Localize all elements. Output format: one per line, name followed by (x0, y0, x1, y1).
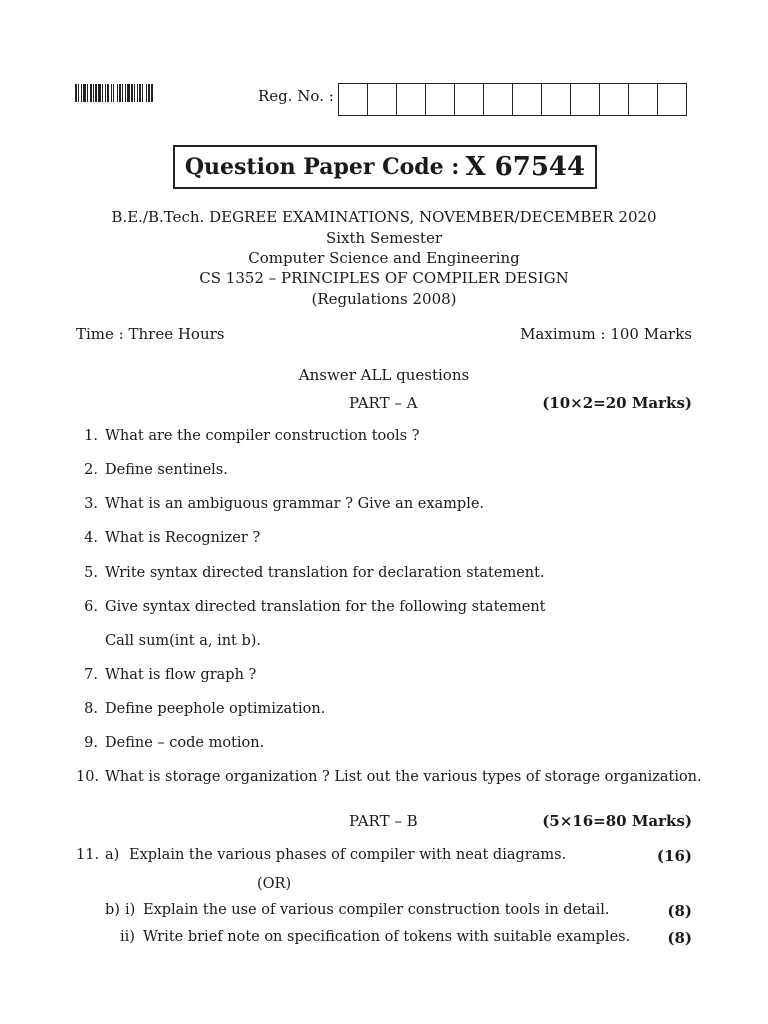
reg-no-box (600, 84, 629, 115)
course-title: CS 1352 – PRINCIPLES OF COMPILER DESIGN (199, 269, 569, 287)
question-number: 9. (84, 735, 98, 751)
q11b-label: b) (105, 902, 120, 918)
question-text: What is Recognizer ? (105, 530, 261, 546)
question-text: What is flow graph ? (105, 667, 257, 683)
q11b-i-label: i) (125, 902, 136, 918)
reg-no-box (426, 84, 455, 115)
q11b-ii-marks: (8) (667, 929, 692, 947)
question-text: What are the compiler construction tools ? (105, 428, 420, 444)
q11a-label: a) (105, 847, 120, 863)
reg-no-box (484, 84, 513, 115)
question-number: 6. (84, 599, 98, 615)
reg-no-box (542, 84, 571, 115)
part-a-marks: (10×2=20 Marks) (542, 394, 692, 412)
question-number: 3. (84, 496, 98, 512)
question-text: Define sentinels. (105, 462, 228, 478)
q11b-ii-text: Write brief note on specification of tokens with suitable examples. (143, 929, 631, 945)
reg-no-box (368, 84, 397, 115)
question-text: What is storage organization ? List out the various types of storage organization. (105, 769, 702, 785)
reg-no-box (629, 84, 658, 115)
reg-no-box (571, 84, 600, 115)
part-b-title: PART – B (349, 812, 418, 830)
reg-no-box (513, 84, 542, 115)
q11a-marks: (16) (656, 847, 692, 865)
barcode-bar (153, 84, 154, 102)
max-marks-label: Maximum : 100 Marks (520, 325, 692, 343)
question-text: Write syntax directed translation for declaration statement. (105, 565, 545, 581)
q11a-text: Explain the various phases of compiler with neat diagrams. (129, 847, 567, 863)
semester: Sixth Semester (325, 229, 442, 247)
degree-line: B.E./B.Tech. DEGREE EXAMINATIONS, NOVEMBER/DECEMBER 2020 (111, 208, 657, 226)
question-number: 1. (84, 428, 98, 444)
question-number: 10. (76, 769, 100, 785)
reg-no-box (658, 84, 686, 115)
instruction: Answer ALL questions (298, 366, 470, 384)
q11b-ii-label: ii) (120, 929, 135, 945)
reg-no-label: Reg. No. : (258, 87, 334, 105)
q11b-i-marks: (8) (667, 902, 692, 920)
question-text: Give syntax directed translation for the following statement (105, 599, 546, 615)
q11-or: (OR) (257, 876, 292, 892)
time-label: Time : Three Hours (76, 325, 225, 343)
question-text: Define peephole optimization. (105, 701, 326, 717)
q11-number: 11. (76, 847, 100, 863)
reg-no-boxes (338, 83, 687, 116)
part-b-marks: (5×16=80 Marks) (542, 812, 692, 830)
paper-code-value: X 67544 (465, 152, 586, 182)
q11b-i-text: Explain the use of various compiler construction tools in detail. (143, 902, 610, 918)
regulations: (Regulations 2008) (311, 290, 457, 308)
department: Computer Science and Engineering (248, 249, 520, 267)
question-number: 7. (84, 667, 98, 683)
part-a-title: PART – A (349, 394, 418, 412)
paper-code-label: Question Paper Code : (184, 154, 460, 180)
question-text: Define – code motion. (105, 735, 265, 751)
question-number: 5. (84, 565, 98, 581)
question-number: 4. (84, 530, 98, 546)
reg-no-box (397, 84, 426, 115)
question-text: What is an ambiguous grammar ? Give an example. (105, 496, 485, 512)
reg-no-box (455, 84, 484, 115)
question-paper-code-box (173, 145, 597, 189)
reg-no-box (339, 84, 368, 115)
barcode (75, 84, 189, 102)
question-text: Call sum(int a, int b). (105, 633, 262, 649)
question-number: 8. (84, 701, 98, 717)
question-number: 2. (84, 462, 98, 478)
